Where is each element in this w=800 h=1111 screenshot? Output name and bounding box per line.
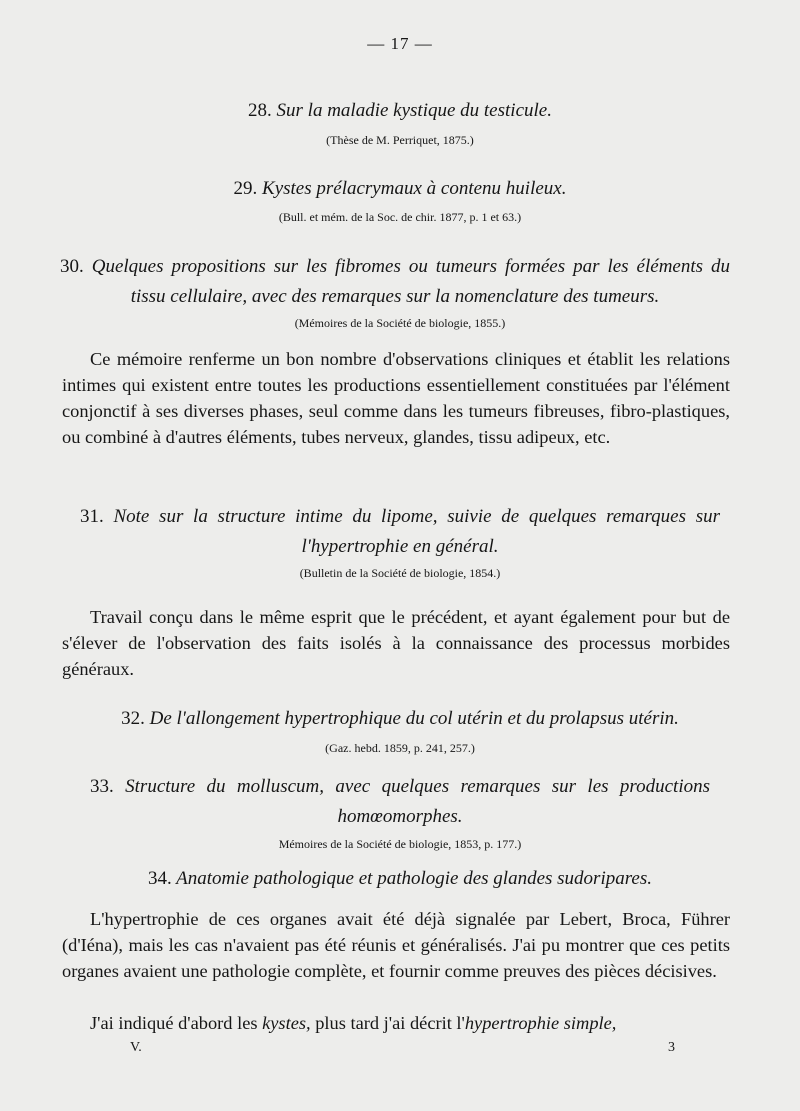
entry-number: 34. [147, 868, 172, 889]
entry-number: 30. [60, 256, 84, 277]
entry-31-description: Travail conçu dans le même esprit que le précédent, et ayant également pour but de s'élever de l'observation des faits isolés à la connaissance des processus morbides généraux. [62, 607, 730, 679]
entry-number: 33. [90, 776, 114, 797]
entry-30-reference: (Mémoires de la Société de biologie, 1855.) [294, 316, 506, 330]
entry-title-text: Kystes prélacrymaux à contenu huileux. [262, 178, 567, 199]
entry-34-continuation [62, 1010, 730, 1036]
continuation-text: J'ai indiqué d'abord les [90, 1013, 263, 1033]
entry-number: 31. [80, 506, 104, 527]
entry-28-title [0, 96, 800, 126]
entry-title-text: Structure du molluscum, avec quelques remarques sur les productions homœomorphes. [125, 776, 711, 827]
entry-title-text: Note sur la structure intime du lipome, suivie de quelques remarques sur l'hypertrophie en général. [113, 506, 721, 557]
entry-number: 28. [248, 100, 272, 121]
entry-32-reference: (Gaz. hebd. 1859, p. 241, 257.) [325, 741, 475, 755]
entry-title-text: Quelques propositions sur les fibromes ou tumeurs formées par les éléments du tissu cellulaire, avec des remarques sur la nomenclature des tumeurs. [91, 256, 730, 307]
entry-34-title [0, 864, 800, 894]
entry-30-title [60, 252, 730, 312]
entry-32-title [0, 704, 800, 734]
sheet-number: 3 [668, 1040, 675, 1055]
continuation-text: plus tard j'ai décrit l' [310, 1013, 465, 1033]
entry-number: 29. [233, 178, 258, 199]
page-number: — 17 — [367, 34, 433, 53]
entry-title-text: Sur la maladie kystique du testicule. [276, 100, 552, 121]
entry-28-reference: (Thèse de M. Perriquet, 1875.) [326, 133, 474, 147]
entry-33-reference: Mémoires de la Société de biologie, 1853, p. 177.) [278, 837, 522, 851]
entry-31-title [80, 502, 720, 562]
entry-29-title [0, 174, 800, 204]
kystes-emphasis: kystes, [262, 1013, 311, 1033]
entry-31-reference: (Bulletin de la Société de biologie, 1854.) [299, 566, 501, 580]
entry-29-reference: (Bull. et mém. de la Soc. de chir. 1877, p. 1 et 63.) [278, 210, 522, 224]
entry-number: 32. [121, 708, 145, 729]
entry-title-text: De l'allongement hypertrophique du col utérin et du prolapsus utérin. [149, 708, 679, 729]
hypertrophie-emphasis: hypertrophie simple, [464, 1013, 617, 1033]
entry-34-description: L'hypertrophie de ces organes avait été déjà signalée par Lebert, Broca, Führer (d'Iéna), mais les cas n'avaient pas été réunis et généralisés. J'ai pu montrer que ces petits organes avaient une pathologie complète, et fournir comme preuves des pièces décisives. [62, 909, 730, 981]
entry-33-title [90, 772, 710, 832]
entry-title-text: Anatomie pathologique et pathologie des glandes sudoripares. [176, 868, 652, 889]
signature-mark: V. [130, 1040, 142, 1055]
entry-30-description: Ce mémoire renferme un bon nombre d'observations cliniques et établit les relations intimes qui existent entre toutes les productions essentiellement constituées par l'élément conjonctif à ses diverses phases, seul comme dans les tumeurs fibreuses, fibro-plastiques, ou combiné à d'autres éléments, tubes nerveux, glandes, tissu adipeux, etc. [62, 349, 730, 447]
